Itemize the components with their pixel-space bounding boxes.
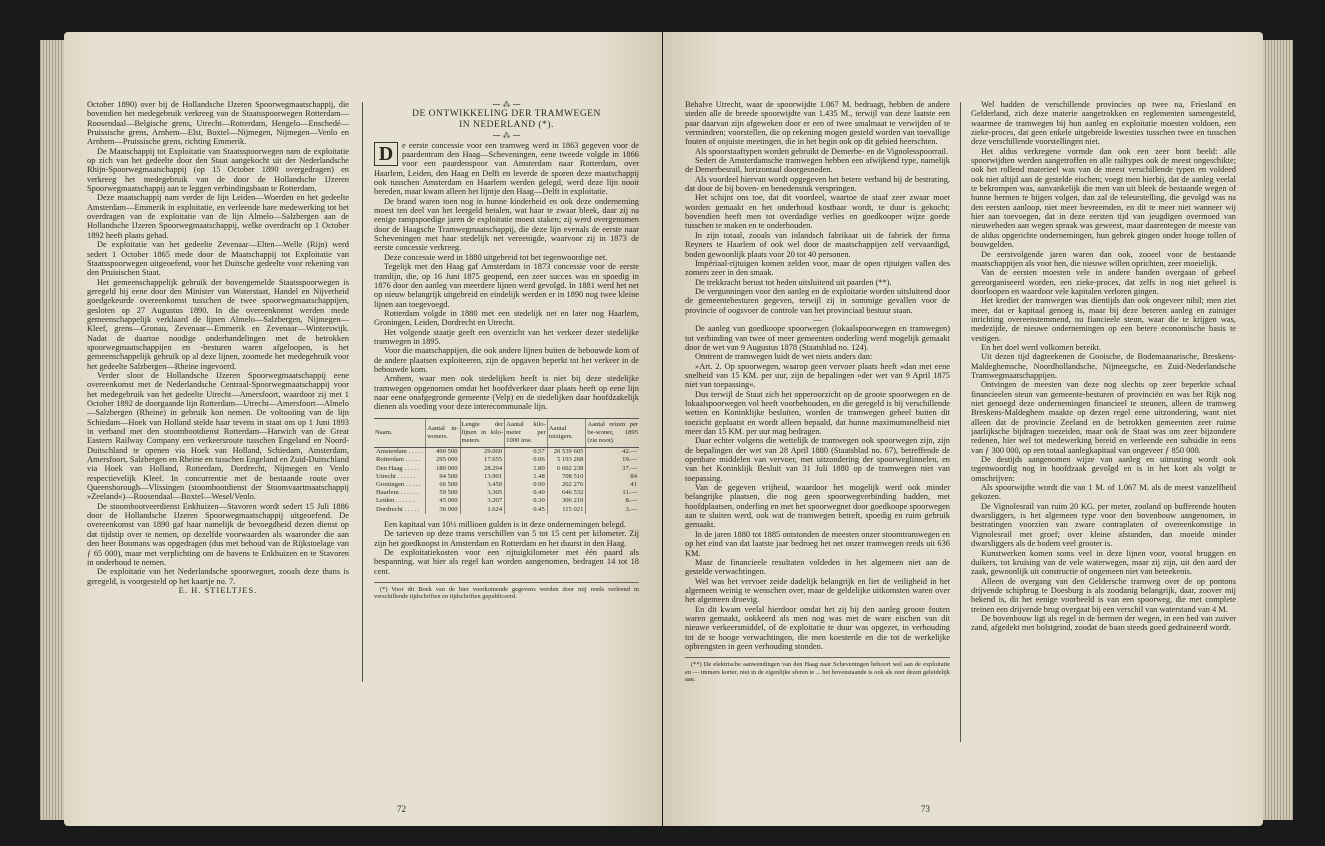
paragraph: De bovenbouw ligt als regel in de bermen der wegen, in een bed van zuiver zand, afgedekt met bolstgrind, zoodat de baan steeds goed gedraineerd wordt. xyxy=(971,613,1236,633)
table-cell: 41 xyxy=(586,481,639,489)
paragraph: Daar echter volgens die wettelijk de tramwegen ook spoorwegen zijn, zijn de bepalingen der wet van 28 April 1880 (Staatsblad no. 67), betreffende de openbare middelen van vervoer, met uitzondering der spoorweglinnelen, en van het Koninklijk Besluit van 31 Juli 1880 op de tramwegen niet van toepassing. xyxy=(685,436,950,483)
table-cell: 0.45 xyxy=(505,506,548,514)
paragraph: Het krediet der tramwegen was dientijds dan ook ongeveer nihil; men ziet meer, dat er kapitaal genoeg is, maar bij deze beteren aanleg en zuiniger inrichting overeenstemmend, nu fiancieele steun, waar die te krijgen was, medezijde, de nieuwe ondernemingen op een betere economische basis te vestigen. xyxy=(971,296,1236,343)
table-cell: 0.06 xyxy=(505,456,548,464)
paragraph: Van de eersten moesten vele in andere handen overgaan of geheel gereorganiseerd worden, een zieke-proces, dat zelfs in nog niet geheel is doorloopen en waardoor vele kapitalen verloren gingen. xyxy=(971,268,1236,296)
paragraph: De eerstvolgende jaren waren dan ook, zooeel voor de bestaande maatschappijen als voor hen, die nieuwe willen oprichten, zeer moeielijk. xyxy=(971,249,1236,268)
right-page xyxy=(663,32,1263,826)
paragraph: Behalve Utrecht, waar de spoorwijdte 1.067 M. bedraagt, hebben de andere steden alle de breede spoorwijdte van 1.435 M., terwijl van deze laatste een paar daarvan zijn afgeweken door er een of twee smalmaat te verwijden of te vermindren; voorstellen, die op rekening mogen gesteld worden van toevallige fouten of onjuiste meetingen, die in het begin ook op dit gebied heerschten. xyxy=(685,100,950,147)
right-page-column-1 xyxy=(685,100,950,800)
table-cell: 180 000 xyxy=(426,465,460,473)
paragraph: De stoombootveerdienst Enkhuizen—Stavoren wordt sedert 15 Juli 1886 door de Hollandsche IJzeren Spoorwegmaatschappij uitgeoefend. De overeenkomst van 1890 gaf haar namelijk de bevoegdheid dezen dienst op dat tijdstip over te nemen, op dezelfde voorwaarden als waaronder die aan den heer Boumans was opgedragen (dus met behoud van de Rijkstoelage van ƒ 65 000), maar met verplichting om de havens te Enkhuizen en te Stavoren in onderhoud te nemen. xyxy=(87,501,349,567)
table-cell: 42.— xyxy=(586,448,639,457)
column-text xyxy=(685,324,950,651)
footnote-text: (*) Voor dit Boek van de hier voorkomende gegevens werden door mij reeds verleend in verschillende tijdschriften en tijdschriften gepubliceerd. xyxy=(374,585,639,601)
table-cell: Rotterdam . . . . . xyxy=(376,456,421,464)
table-cell: 708 510 xyxy=(547,473,586,481)
section-separator: — xyxy=(813,314,822,324)
paragraph: Kunstwerken komen soms veel in deze lijnen voor, vooral bruggen en duikers, tot kruising van de vele waterwegen, maar zij zijn, uit den aard der zaak, gewoonlijk uit constructie of ongemeen niet van beteekenis. xyxy=(971,548,1236,577)
column-text-after-table xyxy=(374,520,639,576)
table-cell: 3.— xyxy=(586,506,639,514)
right-page-column-2 xyxy=(971,100,1236,800)
table-row xyxy=(374,497,639,505)
table-cell: 5 193 268 xyxy=(547,456,586,464)
table-cell: 84 xyxy=(586,473,639,481)
table-cell: 20 539 605 xyxy=(547,448,586,457)
table-cell: 0.57 xyxy=(505,448,548,457)
table-cell: 13.901 xyxy=(460,473,505,481)
table-cell: Leiden . . . . . . xyxy=(376,497,415,505)
paragraph: De tarieven op deze trams verschillen van 5 tot 15 cent per kilometer. Zij zijn het goedkoopst in Amsterdam en Rotterdam en het duurst in den Haag. xyxy=(374,529,639,548)
table-cell: 0.40 xyxy=(505,489,548,497)
paragraph: Uit dezen tijd dagteekenen de Gooische, de Bodemaanarische, Breskens-Maldeghemsche, Noordhollandsche, Nijmeegsche, en Zuid-Nederlandsche Tramwegmaatschappijen. xyxy=(971,352,1236,380)
paragraph: De exploitatiekosten voor een rijtuigkilometer met één paard als bespanning, wat hier als regel kan worden aangenomen, bedragen 14 tot 18 cent. xyxy=(374,547,639,576)
table-cell: 6 602 238 xyxy=(547,465,586,473)
table-cell: 28.294 xyxy=(460,465,505,473)
paragraph: De Maatschappij tot Exploitatie van Staatsspoorwegen nam de exploitatie op zich van het gedeelte door den Staat aangekocht uit der Nederlandsche Rhijn-Spoorwegmaatschappij (op 15 October 1890 overgedragen) en verkreeg het medegebruik van de door de Hollandsche IJzeren Spoorwegmaatschappij aan te leggen verbindingsbaan te Rotterdam. xyxy=(87,146,349,194)
paragraph: Van de gegeven vrijheid, waardoor het mogelijk werd ook minder belangrijke plaatsen, die nog geen spoorwegverbinding hadden, met hoofdplaatsen, onderling en met het spoorwegnet door goedkoope spoorwegen aan te sluiten werd, ook wat de tramwegen betreft, spoedig en ruim gebruik gemaakt. xyxy=(685,483,950,530)
table-row xyxy=(374,481,639,489)
paragraph: De aanleg van goedkoope spoorwegen (lokaalspoorwegen en tramwegen) tot verbinding van twee of meer gemeenten onderling werd mogelijk gemaakt door de wet van 9 Augustus 1878 (Staatsblad no. 124). xyxy=(685,324,950,352)
article-title-line-2: IN NEDERLAND (*). xyxy=(459,120,554,131)
paragraph: En dit kwam veelal hierdoor omdat het zij bij den aanleg groote fouten waren gemaakt, ookkeerd als men nog was met de ware eischen van dit nieuwe verkeersmiddel, of de exploitatie te duur was opgezet, in verhouding tot de te hooge verwachtingen, die men koesterde en die tot de werkelijke opbrengsten in geen verhouding stonden. xyxy=(685,604,950,651)
paragraph: e eerste concessie voor een tramweg werd in 1863 gegeven voor de paardentram den Haag—Scheveningen, eene tweede volgde in 1866 voor een paardenspoor van Amsterdam naar Rotterdam, over Haarlem, Leiden, den Haag en Delft en leverde de sporen deze maatschappij ook tusschen Amsterdam en Haarlem werden gelegd, werd deze lijn nooit bereden, maar kwam alleen het lijntje den Haag—Delft in exploitatie. xyxy=(374,140,639,197)
paragraph: October 1890) over bij de Hollandsche IJzeren Spoorwegmaatschappij, die bovendien het medegebruik verkreeg van de Staatsspoorwegen Rotterdam—Roosendaal—Belgische grens, Utrecht—Rotterdam, Hengelo—Enschedé—Pruissische grens, Arnhem—Elst, Boxtel—Nijmegen, Nijmegen—Venlo en Arnhem—Pruissische grens, richting Emmerik. xyxy=(87,100,349,147)
table-cell: 11.— xyxy=(586,489,639,497)
table-cell: 0.90 xyxy=(505,481,548,489)
page-number-right: 73 xyxy=(921,804,930,814)
column-divider xyxy=(960,102,961,742)
table-cell: 1.80 xyxy=(505,465,548,473)
paragraph: Sedert de Amsterdamsche tramwegen hebben een afwijkend type, namelijk de Demerbesrail, horizontaal doorgesneden. xyxy=(685,156,950,175)
paragraph: Het gemeenschappelijk gebruik der bovengemelde Staatsspoorwegen is geregeld bij eene door den Minister van Waterstaat, Handel en Nijverheid goedgekeurde overeenkomst tusschen de twee spoorwegmaatschappijen, gesloten op 27 Augustus 1890. In die overeenkomst werden mede gemeenschappelijk verklaard de lijnen Almelo—Salzbergen, Nijmegen—Kleef, grens—Gronau, Zevenaar—Emmerik en Zevenaar—Winterswijk. Nadat de daartoe noodige onderhandelingen met de betrokken spoorwegmaatschappijen en -besturen waren afgeloopen, is het gemeenschappelijk gebruik op al deze lijnen, zoomede het medegebruik voor het gedeelte Salzbergen—Rheine ingevoerd. xyxy=(87,277,349,371)
table-row xyxy=(374,465,639,473)
table-cell: 36 000 xyxy=(426,506,460,514)
table-cell: 1.48 xyxy=(505,473,548,481)
tramway-statistics-table xyxy=(374,418,639,514)
paragraph: »Art. 2. Op spoorwegen, waarop geen vervoer plaats heeft »dan met eene snelheid van 15 KM. per uur, zijn de bepalingen »der wet van 9 April 1875 niet van toepassing«. xyxy=(685,361,950,390)
paragraph: Ontvingen de meesten van deze nog slechts op zeer beperkte schaal financieelen steun van gemeente-besturen of provinciën en was het Rijk nog niet genoegd deze ondernemingen financieel te steunen, alleen de tramweg Breskens-Maldeghem maakte op dezen regel eene uitzondering, want niet alleen dat de provincie Zeeland en de betrokken gemeenten zeer ruime jaarlijksche bijdragen toezeiden, maar ook de Staat was om zeer bijzondere redenen, hier wel tot medewerking bereid en verleende een subsidie in eens van ƒ 300 000, op een totaal aanlegkapitaal van ongeveer ƒ 850 000. xyxy=(971,380,1236,455)
table-header-cell: Aantal reizen per be-woner, 1895 (zie noot). xyxy=(586,418,639,448)
paragraph: De exploitatie van het gedeelte Zevenaar—Elten—Welle (Rijn) werd sedert 1 October 1865 mede door de Maatschappij tot Exploitatie van Staatsspoorwegen uitgeoefend, voor het Duitsche gedeelte voor rekening van den Pruisischen Staat. xyxy=(87,240,349,278)
paragraph: Deze concessie werd in 1880 uitgebreid tot het tegenwoordige net. xyxy=(384,252,608,262)
table-cell: 295 000 xyxy=(426,456,460,464)
paragraph: In de jaren 1880 tot 1885 ontstonden de meesten onzer stoomtramwegen en op het eind van dat laatste jaar bedroeg het net onzer tramwegen reeds uit 636 KM. xyxy=(685,529,950,558)
paragraph: Als spoorwijdte wordt die van 1 M. of 1.067 M. als de meest vanzelfheid gekozen. xyxy=(971,483,1236,502)
footnote xyxy=(685,657,950,683)
paragraph: Voor die maatschappijen, die ook andere lijnen buiten de bebouwde kom of de andere plaatsen exploiteeren, zijn de opgaven beperkt tot het verkeer in de bebouwde kom. xyxy=(374,346,639,374)
column-text xyxy=(685,100,950,315)
page-edges-right xyxy=(1263,40,1293,820)
paragraph: De trekkracht berust tot heden uitsluitend uit paarden (**). xyxy=(695,277,892,287)
paragraph: Deze maatschappij nam verder de lijn Leiden—Woerden en het gedeelte Amsterdam—Emmerik in exploitatie, en verleende hare medewerking tot het overdragen van de exploitatie van de lijn Almelo—Salzbergen aan de Hollandsche IJzeren Spoorwegmaatschappij, welke overdracht op 1 October 1892 heeft plaats gehad. xyxy=(87,193,349,240)
table-cell: Groningen . . . . . xyxy=(376,481,421,489)
column-text xyxy=(971,100,1236,633)
paragraph: Als voordeel hiervan wordt opgegeven het betere verband bij de bestrating, dat door de bij boven- en benedenstuk verspringen. xyxy=(685,174,950,194)
drop-cap: D xyxy=(374,142,398,166)
article-title xyxy=(374,109,639,131)
paragraph: Het aldus verkregene vormde dan ook een zeer bont beeld: alle spoorwijdten werden aangetroffen en alle railtypes ook de meest ongeschikte; ook het rollend materieel was van de meest verschillende typen en voldeed ook niet altijd aan de gestelde eischen; voegt men hierbij, dat de aanleg veelal te bekrompen was, aanvankelijk die men van uit bleek de bestaande wegen of hunne bermen te bijgen volgen, dan zal de teleurstelling, die gevolgd was na den eersten aanloop, niet meer bevreemden, en dit te meer niet wanneer wij hier aan toevoegen, dat in deze eersten tijd van jeugdigen overmoed van nieuweheden aan wegen spraak was geweest, maar daarentegen de meeste van de aldus opgerichte ondernemingen, hun gebrek gingen onder hooge tollen of bouwgelden. xyxy=(971,146,1236,250)
table-cell: 306 210 xyxy=(547,497,586,505)
paragraph: Verder sloot de Hollandsche IJzeren Spoorwegmaatschappij eene overeenkomst met de Nederlandsche Centraal-Spoorwegmaatschappij voor het medegebruik van het gedeelte Utrecht—Amersfoort, waardoor zij met 1 October 1892 de doorgaande lijn Rotterdam—Utrecht—Amersfoort—Almelo—Salzbergen (Rheine) in gebruik kon nemen. De voltooiing van de lijn Schiedam—Hoek van Holland stelde haar tevens in staat om op 1 Juni 1893 in verband met den stoombootdienst Rotterdam—Harwich van de Great Eastern Railway Company een verkeersroute tusschen Engeland en Noord-Duitschland te openen via Hoek van Holland, Schiedam, Amsterdam, Amersfoort, Salzbergen en Rheine en tusschen Engeland en Zuid-Duitschland via Hoek van Holland, Rotterdam, Dordrecht, Nijmegen en Venlo respectievelijk Kleef. In concurrentie met de bestaande route over Queensborough—Vlissingen (stoombootdienst der Stoomvaartmaatschappij »Zeeland«)—Roosendaal—Boxtel—Wesel/Venlo. xyxy=(87,370,349,502)
table-header-cell: Aantal in-woners. xyxy=(426,418,460,448)
table-cell: 19.— xyxy=(586,456,639,464)
left-page xyxy=(64,32,662,826)
table-cell: Den Haag . . . . . xyxy=(376,464,420,472)
footnote xyxy=(374,582,639,601)
intro-paragraph xyxy=(374,141,639,412)
table-header-cell: Aantal kilo-meter per 1000 inw. xyxy=(505,418,548,448)
paragraph: Wel hadden de verschillende provincies op twee na, Friesland en Gelderland, zich deze materie aangetrokken en reglementen samengesteld, waarmee de tramwegen bij hun aanleg en exploitatie moesten voldoen, een zieke-proces, dat geen enkele uitgebreide kwesties tusschen twee en tusschen deze verschillende voorstellingen niet. xyxy=(971,100,1236,147)
paragraph: De brand waren toen nog in hunne kinderheid en ook deze onderneming moest ten deel van het leergeld betalen, wat haar te zwaar bleek, daar zij na eenige rampspoedige jaren de exploitatie moest staken; zij werd overgenomen door de Haagsche Tramwegmaatschappij, die deze lijn evenals de eerste naar Scheveningen met haar stedelijk net vereenigde, waarvoor zij in 1873 de eerste concessie verkreeg. xyxy=(374,196,639,253)
paragraph: De vergunningen voor den aanleg en de exploitatie worden uitsluitend door de gemeentebesturen gegeven, terwijl zij in sommige gevallen voor de provincie of oogsvoer de controle van het provinciaal bestuur staan. xyxy=(685,286,950,315)
paragraph: Arnhem, waar men ook stedelijken heeft is niet bij deze stedelijke tramwegen opgenomen omdat het hoofdverkeer daar plaats heeft op eene lijn naar eene onafgegronde gemeente (Velp) en de stedelijken daar hoofdzakelijk dienen als voeding voor deze interecommunale lijn. xyxy=(374,374,639,412)
paragraph: In zijn totaal, zooals van inlandsch fabrikaat uit de fabriek der firma Reyners te Haarlem of ook wel door de maatschappijen zelf vervaardigd, boden gewoonlijk plaats voor 20 tot 40 personen. xyxy=(685,230,950,259)
table-header-cell: Naam. xyxy=(374,418,426,448)
page-edges-left xyxy=(40,40,64,820)
column-text xyxy=(374,141,639,412)
table-row xyxy=(374,473,639,481)
paragraph: De destijds aangenomen wijze van aanleg en uitrusting wordt ook tegenwoordig nog in hoofdzaak gevolgd en is in het kort als volgt te omschrijven: xyxy=(971,455,1236,483)
table-cell: 646 532 xyxy=(547,489,586,497)
table-row xyxy=(374,489,639,497)
table-cell: 1.624 xyxy=(460,506,505,514)
table-cell: Haarlem . . . . . . xyxy=(376,489,419,497)
table-cell: 45 000 xyxy=(426,497,460,505)
paragraph: Impériaal-rijtuigen komen zelden voor, maar de open rijtuigen vallen des zomers zeer in den smaak. xyxy=(685,258,950,278)
page-number-left: 72 xyxy=(397,804,406,814)
table-row xyxy=(374,506,639,514)
column-text xyxy=(87,100,349,586)
paragraph: En het doel werd volkomen bereikt. xyxy=(981,342,1102,352)
paragraph: De Vignolesrail van ruim 20 KG. per meter, zooland op bufferende houten dwarsliggers, is het algemeen type voor den bovenbouw aangenomen, in bestratingen voorzien van zware contraplaten of overeenkomstige in Vignolesrail met groef; over kleine afstanden, dan moeide minder dwarsliggers als de bodem veel grooter is. xyxy=(971,501,1236,549)
paragraph: Maar de financieele resultaten voldeden in het algemeen niet aan de gestelde verwachtingen. xyxy=(685,557,950,577)
column-divider xyxy=(362,102,363,682)
table-cell: 29.060 xyxy=(460,448,505,457)
table-header-cell: Lengte der lijnen in kilo-meters. xyxy=(460,418,505,448)
paragraph: De exploitatie van het Nederlandsche spoorwegnet, zooals deze thans is geregeld, is voorgesteld op het kaartje no. 7. xyxy=(87,567,349,586)
table-cell: 202 276 xyxy=(547,481,586,489)
table-cell: Dordrecht . . . . . xyxy=(376,505,420,513)
paragraph: Tegelijk met den Haag gaf Amsterdam in 1873 concessie voor de eerste tramlijn, die, op 16 Juni 1875 geopend, een zeer succes was en spoedig in 1876 door den aanleg van meerdere lijnen werd gevolgd. In 1881 werd het net op nieuw belangrijk uitgebreid en eindelijk werden er in 1890 nog twee kleine lijnen aan toegevoegd. xyxy=(374,262,639,309)
table-cell: 0.30 xyxy=(505,497,548,505)
table-cell: 8.— xyxy=(586,497,639,505)
footnote-text: (**) De elektrische aanwendingen van den Haag naar Scheveningen behoort wel aan de exploitatie en — immers korter, niet in de eigenlijke sferen te ... het bovenstaande is ook als zeer dezen geleidelijk aan. xyxy=(685,661,950,684)
left-page-column-1 xyxy=(87,100,349,710)
table-cell: 66 500 xyxy=(426,481,460,489)
table-cell: 17.655 xyxy=(460,456,505,464)
paragraph: Rotterdam volgde in 1880 met een stedelijk net en later nog Haarlem, Groningen, Leiden, Dordrecht en Utrecht. xyxy=(374,308,639,328)
table-cell: 94 500 xyxy=(426,473,460,481)
table-row xyxy=(374,448,639,457)
article-title-line-1: DE ONTWIKKELING DER TRAMWEGEN xyxy=(412,109,601,120)
table-cell: Amsterdam . . . . . xyxy=(376,448,424,456)
table-cell: Utrecht . . . . . . xyxy=(376,472,416,480)
ornament-top: ⁓ ⁂ ⁓ xyxy=(492,100,521,109)
table-cell: 3.450 xyxy=(460,481,505,489)
table-cell: 37.— xyxy=(586,465,639,473)
table-cell: 115 021 xyxy=(547,506,586,514)
table-header-cell: Aantal reizigers. xyxy=(547,418,586,448)
paragraph: Als spoorstaaftypen worden gebruikt de Demerbe- en de Vignolesspoorrail. xyxy=(695,146,949,156)
author-signature: E. H. STIELTJES. xyxy=(178,584,258,595)
table-body xyxy=(374,448,639,514)
paragraph: Een kapitaal van 10½ millioen gulden is in deze ondernemingen belegd. xyxy=(384,519,626,529)
left-page-column-2 xyxy=(374,100,639,740)
table-row xyxy=(374,456,639,464)
paragraph: Het schijnt ons toe, dat dit voordeel, waartoe de staaf zeer zwaar moet worden gemaakt en het onderhoud kostbaar wordt, te duur is gekocht; bovendien heeft men tot overdadige verlies en goedkooper wijze goede tusschen te maken en te onderhouden. xyxy=(685,193,950,231)
table-cell: 3.207 xyxy=(460,497,505,505)
table-cell: 59 500 xyxy=(426,489,460,497)
paragraph: Wel was het vervoer zeide dadelijk belangrijk en liet de veiligheid in het algemeen weinig te wenschen over, maar de geldelijke uitkomsten waren over het algemeen droevig. xyxy=(685,576,950,605)
paragraph: Dus terwijl de Staat zich het opperoorzicht op de groote spoorwegen en de lokaalspoorwegen vol heeft voorbehouden, en die geregeld is bij verschillende wetten en Koninklijke besluiten, worden de tramwegen geheel buiten dit toezicht geplaatst en wordt alleen bepaald, dat hunne maximumsnelheid niet meer dan 15 KM. per uur mag bedragen. xyxy=(685,389,950,437)
paragraph: Het volgende staatje geeft een overzicht van het verkeer dezer stedelijke tramwegen in 1895. xyxy=(374,327,639,346)
paragraph: Alleen de overgang van den Geldersche tramweg over de op pontons drijvende schipbrug te Doesburg is als zoodanig belangrijk, daar, zoover mij bekend is, dit het eenige voorbeeld is van een spoorweg, die met complete treinen een drijvende brug overgaat bij een verschil van waterstand van 4 M. xyxy=(971,576,1236,614)
table-cell: 490 500 xyxy=(426,448,460,457)
paragraph: Omtrent de tramwegen luidt de wet niets anders dan: xyxy=(695,352,873,362)
ornament-bottom: ⁓ ⁂ ⁓ xyxy=(492,131,521,141)
table-header-row xyxy=(374,418,639,448)
table-cell: 3.305 xyxy=(460,489,505,497)
